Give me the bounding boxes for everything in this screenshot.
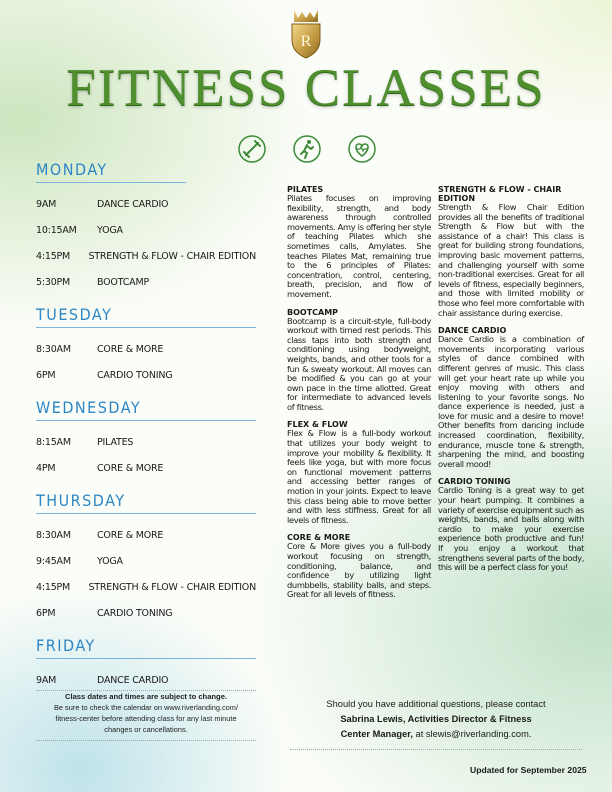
class-time: 8:30AM [36, 343, 71, 355]
class-description: Strength & Flow Chair Edition provides all the benefits of traditional Strength & Flow but with the assistance of a chair! This class is great for building strong foundations, improving basic movement patterns, and challenging yourself with some non-traditional exercises. Great for all levels of fitness, especially beginners, and those with limited mobility or those who feel more comfortable with chair assistance during exercise. [438, 202, 584, 318]
runner-icon [292, 134, 322, 164]
disclaimer-heading: Class dates and times are subject to change. [64, 692, 228, 701]
divider [36, 182, 186, 183]
class-description: Bootcamp is a circuit-style, full-body workout with timed rest periods. This class taps into both strength and conditioning using bodyweight, weights, bands, and other tools for a fun & sweaty workout. All moves can be modified & you can go at your own pace in the time allotted. Great for intermediate to advanced levels of fitness. [287, 315, 431, 412]
schedule-row [36, 191, 256, 217]
day-tuesday [36, 305, 256, 388]
class-time: 8:30AM [36, 529, 71, 541]
divider [36, 513, 256, 514]
class-name: YOGA [97, 224, 123, 236]
class-title: CARDIO TONING [438, 477, 511, 487]
class-name: CORE & MORE [97, 529, 164, 541]
schedule-row [36, 455, 256, 481]
class-description: Flex & Flow is a full-body workout that utilizes your body weight to improve your mobility & flexibility. It feels like yoga, but with more focus on functional movement patterns and accessing better ranges of motion in your joints. Expect to leave this class being able to move better and with less stiffness. Great for all levels of fitness. [287, 428, 431, 525]
class-name: STRENGTH & FLOW - CHAIR EDITION [88, 581, 256, 593]
class-description: Core & More gives you a full-body workout focusing on strength, conditioning, balance, and confidence by utilizing light dumbbells, stability balls, and steps. Great for all levels of fitness. [287, 541, 431, 600]
divider [36, 327, 256, 328]
day-monday [36, 160, 256, 295]
day-thursday [36, 491, 256, 626]
schedule-row [36, 217, 256, 243]
class-name: CORE & MORE [97, 343, 164, 355]
day-heading: THURSDAY [36, 491, 126, 510]
class-name: CORE & MORE [97, 462, 164, 474]
schedule-row [36, 243, 256, 269]
class-title: PILATES [287, 185, 324, 194]
class-title: STRENGTH & FLOW - CHAIR EDITION [438, 185, 562, 203]
page-title: FITNESS CLASSES [66, 59, 546, 117]
contact-intro: Should you have additional questions, please contact [326, 699, 546, 709]
divider [36, 658, 256, 659]
svg-text:R: R [300, 33, 312, 50]
class-name: DANCE CARDIO [97, 198, 169, 210]
disclaimer-line: changes or cancellations. [104, 725, 188, 734]
class-description: Pilates focuses on improving flexibility, strength, and body awareness through controlled movements. Amy is offering her style of teaching Pilates which she sometimes calls, Amylates. She teaches Pilates Mat, remaining true to the 6 principles of Pilates: concentration, control, centering, breath, precision, and flow of movement. [287, 193, 431, 299]
disclaimer-line: fitness-center before attending class for any last minute [55, 714, 237, 723]
class-time: 9AM [36, 674, 57, 686]
class-time: 6PM [36, 607, 56, 619]
divider [36, 420, 256, 421]
class-name: CARDIO TONING [97, 369, 173, 381]
class-time: 6PM [36, 369, 56, 381]
day-friday [36, 636, 256, 693]
weekly-schedule [36, 160, 256, 693]
class-name: CARDIO TONING [97, 607, 173, 619]
day-heading: WEDNESDAY [36, 398, 142, 417]
heart-icon [347, 134, 377, 164]
disclaimer-line: Be sure to check the calendar on www.riverlanding.com/ [53, 703, 239, 712]
schedule-row [36, 574, 256, 600]
class-name: STRENGTH & FLOW - CHAIR EDITION [88, 250, 256, 262]
schedule-row [36, 429, 256, 455]
class-descriptions-col2 [438, 185, 584, 581]
schedule-row [36, 362, 256, 388]
class-time: 9AM [36, 198, 57, 210]
schedule-row [36, 269, 256, 295]
class-time: 4:15PM [36, 581, 71, 593]
schedule-row [36, 522, 256, 548]
day-heading: MONDAY [36, 160, 108, 179]
icon-row [237, 134, 377, 166]
class-name: BOOTCAMP [97, 276, 150, 288]
day-heading: FRIDAY [36, 636, 96, 655]
crest-logo [286, 8, 326, 60]
dotted-divider [36, 740, 256, 741]
dotted-divider [290, 749, 582, 750]
class-time: 4PM [36, 462, 56, 474]
class-title: FLEX & FLOW [287, 420, 348, 430]
contact-info [290, 697, 582, 742]
contact-name: Sabrina Lewis, Activities Director & Fitness [340, 714, 532, 724]
class-time: 9:45AM [36, 555, 71, 567]
contact-email: at slewis@riverlanding.com. [412, 729, 532, 739]
schedule-row [36, 600, 256, 626]
class-time: 8:15AM [36, 436, 71, 448]
updated-date: Updated for September 2025 [470, 765, 587, 775]
schedule-row [36, 336, 256, 362]
class-description: Dance Cardio is a combination of movements incorporating various styles of dance combined with different genres of music. This class will get your heart rate up while you enjoy moving with others and listening to your favorite songs. No dance experience is needed, just a love for music and a desire to move! Other benefits from dancing include increased coordination, flexibility, endurance, muscle tone & strength, sharpening the mind, and boosting overall mood! [438, 334, 584, 469]
contact-role: Center Manager, [340, 729, 413, 739]
day-heading: TUESDAY [36, 305, 113, 324]
class-title: CORE & MORE [287, 533, 351, 543]
class-descriptions-col1 [287, 185, 431, 608]
class-name: DANCE CARDIO [97, 674, 169, 686]
class-time: 10:15AM [36, 224, 77, 236]
schedule-row [36, 548, 256, 574]
class-title: BOOTCAMP [287, 307, 339, 317]
class-description: Cardio Toning is a great way to get your heart pumping. It combines a variety of exercise equipment such as weights, bands, and balls along with cardio to make your exercise experience both productive and fun! If you enjoy a workout that strengthens several parts of the body, this will be a perfect class for you! [438, 485, 584, 573]
day-wednesday [36, 398, 256, 481]
class-time: 5:30PM [36, 276, 71, 288]
schedule-disclaimer [36, 691, 256, 735]
class-name: YOGA [97, 555, 123, 567]
class-name: PILATES [97, 436, 134, 448]
class-title: DANCE CARDIO [438, 326, 507, 336]
class-time: 4:15PM [36, 250, 71, 262]
